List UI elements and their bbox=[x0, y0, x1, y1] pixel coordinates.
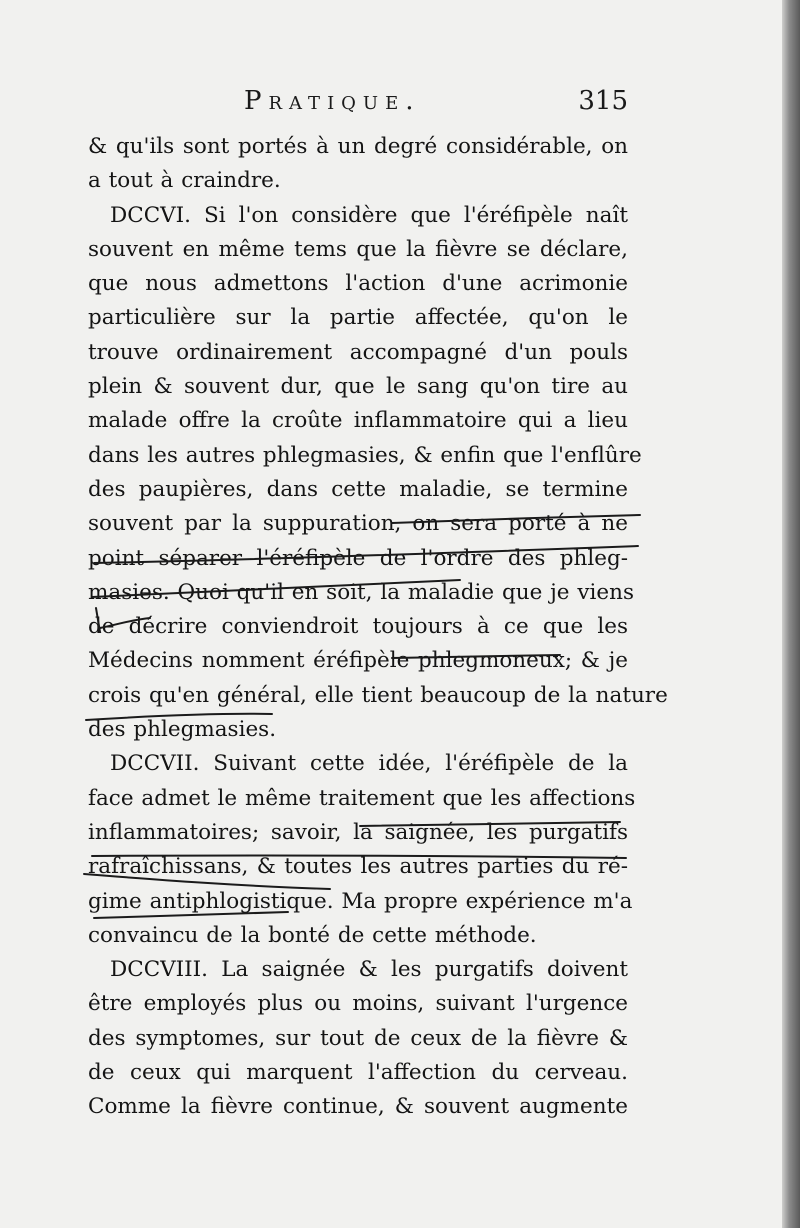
text-line: Comme la fièvre continue, & souvent augmente bbox=[88, 1094, 628, 1120]
text-line: Médecins nomment éréfipèle phlegmoneux; & je bbox=[88, 648, 628, 674]
text-line: face admet le même traitement que les affections bbox=[88, 785, 636, 811]
running-title: Pratique. bbox=[244, 86, 421, 116]
text-line: de décrire conviendroit toujours à ce que les bbox=[88, 614, 628, 640]
text-line: de ceux qui marquent l'affection du cerveau. bbox=[88, 1060, 628, 1086]
text-line: des paupières, dans cette maladie, se termine bbox=[88, 476, 628, 502]
body-text bbox=[88, 130, 668, 1125]
text-line: crois qu'en général, elle tient beaucoup de la nature bbox=[88, 682, 668, 708]
text-line: masies. Quoi qu'il en soit, la maladie que je viens bbox=[88, 579, 634, 605]
page-number: 315 bbox=[578, 86, 628, 116]
paragraph-start-dccviii: DCCVIII. La saignée & les purgatifs doivent bbox=[110, 957, 628, 983]
page-edge-shadow bbox=[782, 0, 800, 1228]
text-line: plein & souvent dur, que le sang qu'on tire au bbox=[88, 374, 628, 400]
paragraph-start-dccvi: DCCVI. Si l'on considère que l'éréfipèle naît bbox=[110, 202, 628, 228]
text-line: particulière sur la partie affectée, qu'on le bbox=[88, 305, 628, 331]
text-line: a tout à craindre. bbox=[88, 168, 281, 194]
text-line: rafraîchissans, & toutes les autres parties du ré- bbox=[88, 854, 628, 880]
page-header bbox=[90, 86, 628, 126]
text-line: malade offre la croûte inflammatoire qui a lieu bbox=[88, 408, 628, 434]
text-line: des symptomes, sur tout de ceux de la fièvre & bbox=[88, 1025, 628, 1051]
paragraph-start-dccvii: DCCVII. Suivant cette idée, l'éréfipèle de la bbox=[110, 751, 628, 777]
text-line: des phlegmasies. bbox=[88, 717, 277, 743]
text-line: que nous admettons l'action d'une acrimonie bbox=[88, 271, 628, 297]
text-line: être employés plus ou moins, suivant l'urgence bbox=[88, 991, 628, 1017]
text-line: trouve ordinairement accompagné d'un pouls bbox=[88, 339, 628, 365]
text-line: gime antiphlogistique. Ma propre expérience m'a bbox=[88, 888, 633, 914]
text-line: souvent en même tems que la fièvre se déclare, bbox=[88, 236, 628, 262]
text-line: & qu'ils sont portés à un degré considérable, on bbox=[88, 134, 628, 159]
text-line: dans les autres phlegmasies, & enfin que l'enflûre bbox=[88, 442, 642, 468]
text-line: souvent par la suppuration, on sera porté à ne bbox=[88, 511, 628, 537]
text-line: inflammatoires; savoir, la saignée, les purgatifs bbox=[88, 819, 628, 845]
text-line: convaincu de la bonté de cette méthode. bbox=[88, 922, 537, 948]
text-line: point séparer l'éréfipèle de l'ordre des phleg- bbox=[88, 545, 628, 571]
